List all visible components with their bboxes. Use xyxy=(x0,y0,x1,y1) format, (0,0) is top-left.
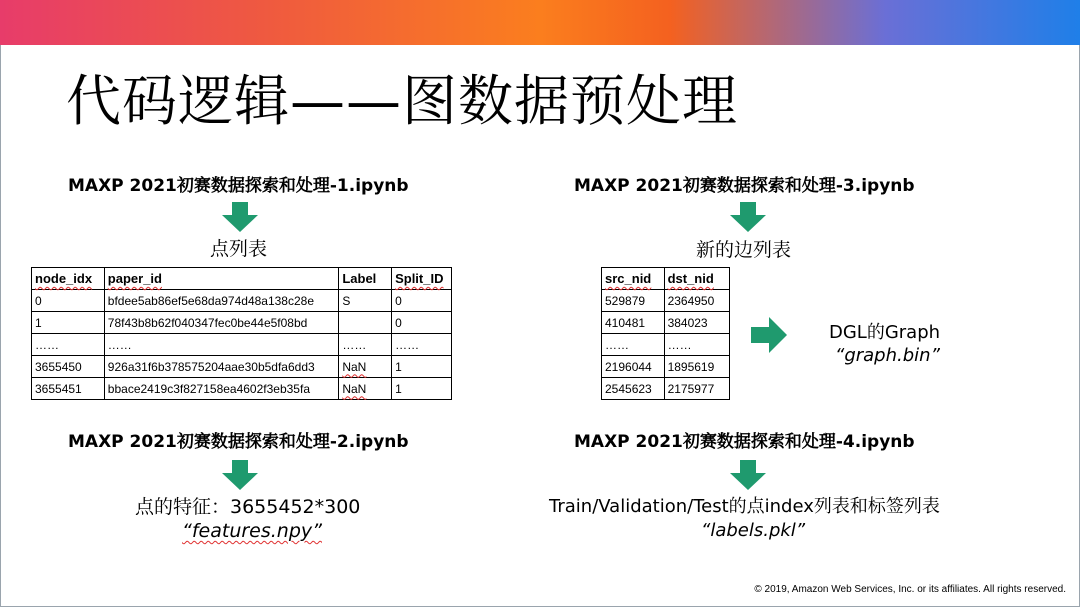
table-cell: 0 xyxy=(32,290,105,312)
arrow-down-icon xyxy=(730,460,766,490)
table-row xyxy=(32,356,452,378)
table-cell: 410481 xyxy=(602,312,665,334)
table-cell: 0 xyxy=(392,312,452,334)
table-cell: S xyxy=(339,290,392,312)
table-row xyxy=(32,290,452,312)
table-cell: 1 xyxy=(392,356,452,378)
slide-title: 代码逻辑——图数据预处理 xyxy=(66,69,739,133)
table-cell: 3655450 xyxy=(32,356,105,378)
table-cell: …… xyxy=(392,334,452,356)
table-cell: …… xyxy=(664,334,729,356)
labels-caption: Train/Validation/Test的点index列表和标签列表 xyxy=(549,496,940,517)
table-cell: 1 xyxy=(32,312,105,334)
table-header-row xyxy=(602,268,730,290)
table-cell: 0 xyxy=(392,290,452,312)
notebook-2-label: MAXP 2021初赛数据探索和处理-2.ipynb xyxy=(68,432,409,452)
node-list-caption: 点列表 xyxy=(210,238,268,260)
column-header: dst_nid xyxy=(664,268,729,290)
table-cell: 3655451 xyxy=(32,378,105,400)
table-cell: 926a31f6b378575204aae30b5dfa6dd3 xyxy=(104,356,339,378)
header-gradient-bar xyxy=(0,0,1080,45)
table-cell: 1895619 xyxy=(664,356,729,378)
edge-list-table xyxy=(601,267,730,400)
notebook-1-label: MAXP 2021初赛数据探索和处理-1.ipynb xyxy=(68,176,409,196)
table-row xyxy=(602,312,730,334)
table-row xyxy=(602,290,730,312)
table-cell: NaN xyxy=(339,378,392,400)
edge-list-caption: 新的边列表 xyxy=(696,239,792,261)
copyright-notice: © 2019, Amazon Web Services, Inc. or its affiliates. All rights reserved. xyxy=(754,584,1066,595)
features-file-name: “features.npy” xyxy=(182,520,322,542)
column-header: paper_id xyxy=(104,268,339,290)
table-header-row xyxy=(32,268,452,290)
column-header: Label xyxy=(339,268,392,290)
table-cell: 2196044 xyxy=(602,356,665,378)
table-cell: 529879 xyxy=(602,290,665,312)
column-header: Split_ID xyxy=(392,268,452,290)
table-row xyxy=(602,334,730,356)
table-cell: …… xyxy=(602,334,665,356)
table-cell: 1 xyxy=(392,378,452,400)
node-list-table xyxy=(31,267,452,400)
arrow-down-icon xyxy=(730,202,766,232)
table-row xyxy=(32,312,452,334)
arrow-down-icon xyxy=(222,202,258,232)
table-row xyxy=(32,334,452,356)
table-cell: 2175977 xyxy=(664,378,729,400)
notebook-4-label: MAXP 2021初赛数据探索和处理-4.ipynb xyxy=(574,432,915,452)
table-row xyxy=(602,378,730,400)
table-cell: …… xyxy=(339,334,392,356)
table-cell: bbace2419c3f827158ea4602f3eb35fa xyxy=(104,378,339,400)
arrow-down-icon xyxy=(222,460,258,490)
table-cell: NaN xyxy=(339,356,392,378)
column-header: node_idx xyxy=(32,268,105,290)
table-cell: 2545623 xyxy=(602,378,665,400)
column-header: src_nid xyxy=(602,268,665,290)
table-row xyxy=(602,356,730,378)
table-row xyxy=(32,378,452,400)
table-cell: 384023 xyxy=(664,312,729,334)
table-cell: 78f43b8b62f040347fec0be44e5f08bd xyxy=(104,312,339,334)
dgl-graph-label: DGL的Graph xyxy=(829,322,941,343)
table-cell: bfdee5ab86ef5e68da974d48a138c28e xyxy=(104,290,339,312)
table-cell: …… xyxy=(104,334,339,356)
table-cell: 2364950 xyxy=(664,290,729,312)
arrow-right-icon xyxy=(751,317,787,353)
labels-file-name: “labels.pkl” xyxy=(701,520,806,541)
table-cell xyxy=(339,312,392,334)
notebook-3-label: MAXP 2021初赛数据探索和处理-3.ipynb xyxy=(574,176,915,196)
table-cell: …… xyxy=(32,334,105,356)
graph-file-name: “graph.bin” xyxy=(835,345,940,366)
node-features-caption: 点的特征：3655452*300 xyxy=(135,496,361,518)
